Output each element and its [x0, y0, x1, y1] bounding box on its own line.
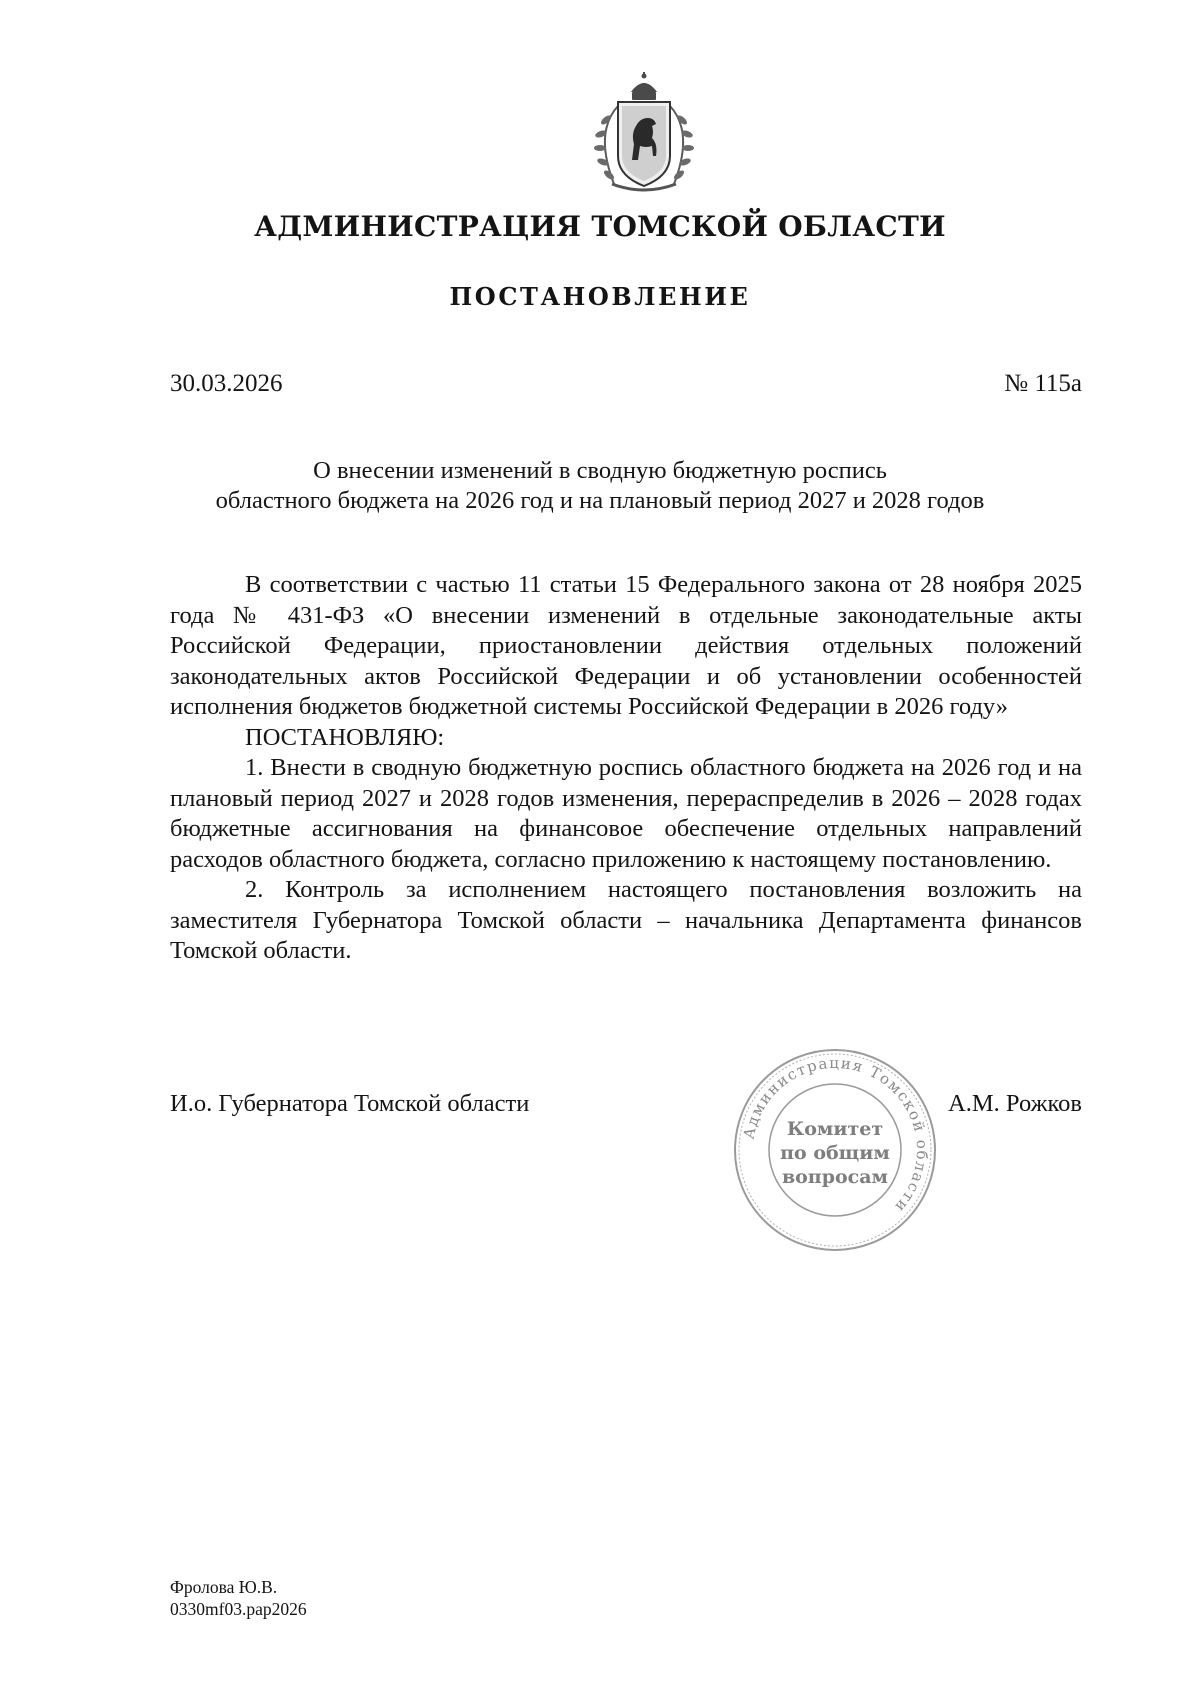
document-subject — [0, 456, 1200, 516]
file-code: 0330mf03.pap2026 — [170, 1599, 307, 1619]
subject-line-2: областного бюджета на 2026 год и на плановый период 2027 и 2028 годов — [215, 487, 985, 514]
organization-title: АДМИНИСТРАЦИЯ ТОМСКОЙ ОБЛАСТИ — [254, 210, 946, 243]
signatory-position: И.о. Губернатора Томской области — [170, 1090, 530, 1117]
item-2-paragraph: 2. Контроль за исполнением настоящего постановления возложить на заместителя Губернатора Томской области – начальника Департамента финансов Томской области. — [170, 876, 1082, 964]
document-body — [170, 570, 1082, 967]
document-footer — [170, 1576, 307, 1620]
document-type: ПОСТАНОВЛЕНИЕ — [449, 282, 751, 311]
decree-word: ПОСТАНОВЛЯЮ: — [245, 723, 445, 751]
stamp-ring-text: Администрация Томской области — [739, 1053, 932, 1217]
item-1-paragraph: 1. Внести в сводную бюджетную роспись областного бюджета на 2026 год и на плановый период 2027 и 2028 годов изменения, перераспределив в 2026 – 2028 годах бюджетные ассигнования на финансовое обеспечение отдельных направлений расходов областного бюджета, согласно приложению к настоящему постановлению. — [170, 754, 1082, 873]
document-date: 30.03.2026 — [170, 370, 283, 397]
official-stamp-icon — [730, 1045, 940, 1255]
coat-of-arms-icon — [584, 72, 704, 196]
subject-line-1: О внесении изменений в сводную бюджетную роспись — [313, 457, 887, 484]
preamble-paragraph: В соответствии с частью 11 статьи 15 Федерального закона от 28 ноября 2025 года № 431-ФЗ «О внесении изменений в отдельные законодательные акты Российской Федерации, приостановлении действия отдельных положений законодательных актов Российской Федерации и об установлении особенностей исполнения бюджетов бюджетной системы Российской Федерации в 2026 году» — [170, 571, 1082, 720]
document-number: № 115а — [1004, 370, 1082, 397]
stamp-center-line-2: по общим — [780, 1142, 890, 1164]
signatory-name: А.М. Рожков — [948, 1090, 1082, 1117]
stamp-center-line-3: вопросам — [781, 1166, 889, 1188]
stamp-center-line-1: Комитет — [786, 1118, 884, 1140]
executor-name: Фролова Ю.В. — [170, 1577, 278, 1597]
